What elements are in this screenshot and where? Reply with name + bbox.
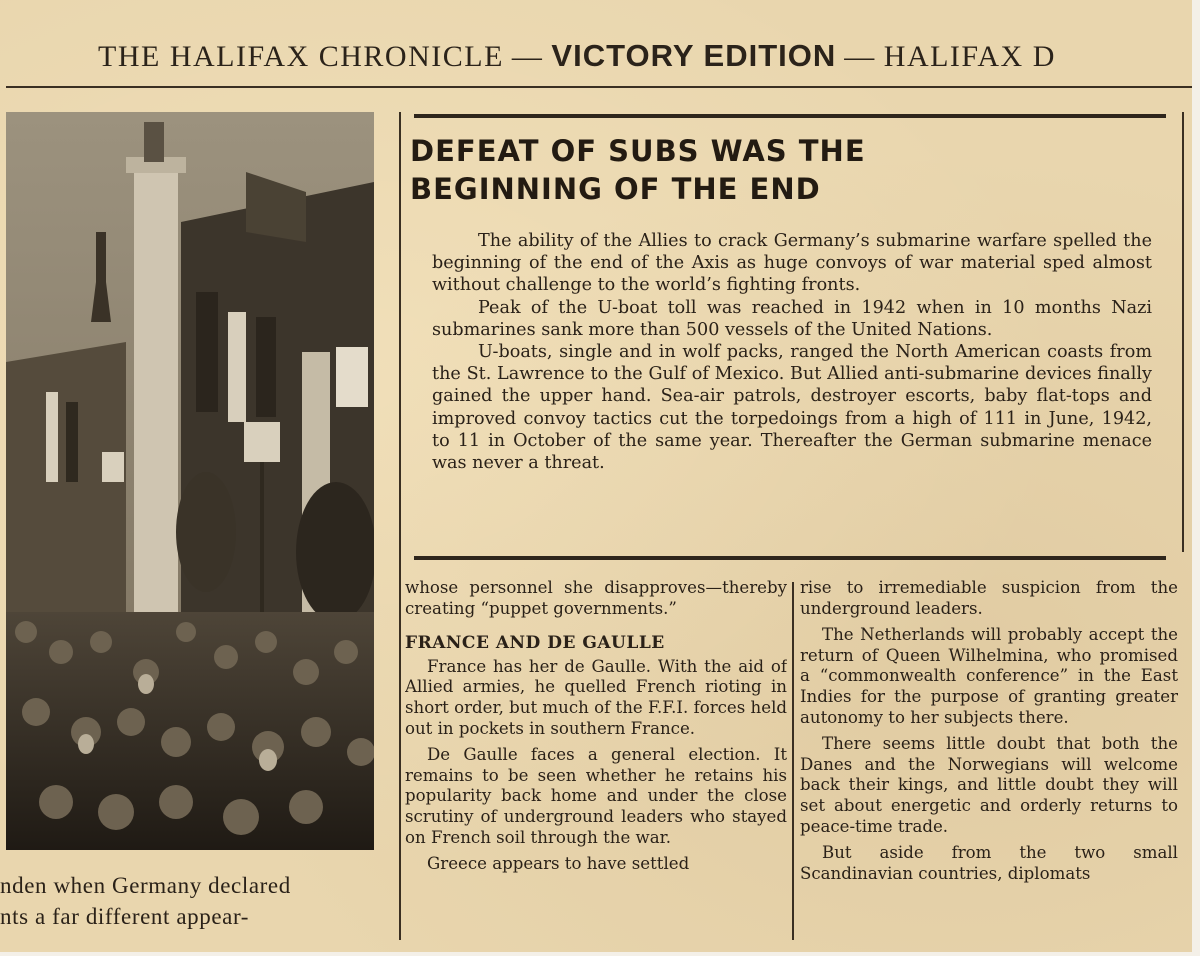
column-right <box>800 578 1178 952</box>
section-subhead: FRANCE AND DE GAULLE <box>405 633 665 654</box>
column-paragraph: Greece appears to have settled <box>427 854 690 874</box>
column-left <box>405 578 787 952</box>
caption-line: nden when Germany declared <box>0 873 291 898</box>
masthead-edition: VICTORY EDITION <box>551 38 837 73</box>
article-rule-bottom <box>414 556 1166 560</box>
column-paragraph: De Gaulle faces a general election. It remains to be seen whether he retains his popularity back home and under the close scrutiny of underground leaders who stayed on French soil through the war. <box>405 745 787 847</box>
column-paragraph: The Netherlands will probably accept the return of Queen Wilhelmina, who promised a “commonwealth conference” in the East Indies for the purpose of granting greater autonomy to her subjects there. <box>800 625 1178 727</box>
column-paragraph: There seems little doubt that both the Danes and the Norwegians will welcome back their kings, and little doubt they will set about energetic and orderly returns to peace-time trade. <box>800 734 1178 836</box>
masthead-rule <box>6 86 1192 88</box>
masthead-separator-2: — <box>844 40 876 73</box>
column-divider <box>792 582 794 940</box>
article-paragraph: U-boats, single and in wolf packs, ranged the North American coasts from the St. Lawrence to the Gulf of Mexico. But Allied anti-submarine devices finally gained the upper hand. Sea-air patrols, destroyer escorts, baby flat-tops and improved convoy tactics cut the torpedoings from a high of 111 in June, 1942, to 11 in October of the same year. Thereafter the German submarine menace was never a threat. <box>432 342 1152 474</box>
box-border-right <box>1182 112 1184 552</box>
article-body <box>432 230 1152 474</box>
article-paragraph: Peak of the U-boat toll was reached in 1942 when in 10 months Nazi submarines sank more than 500 vessels of the United Nations. <box>432 297 1152 340</box>
headline-line: DEFEAT OF SUBS WAS THE <box>410 134 866 168</box>
masthead-paper-name: THE HALIFAX CHRONICLE <box>98 40 504 73</box>
column-paragraph: France has her de Gaulle. With the aid of Allied armies, he quelled French rioting in short order, but much of the F.F.I. forces held out in pockets in southern France. <box>405 656 787 738</box>
column-divider <box>399 112 401 940</box>
column-paragraph: whose personnel she disapproves—thereby creating “puppet governments.” <box>405 578 787 618</box>
headline-line: BEGINNING OF THE END <box>410 172 821 206</box>
photo-caption <box>0 870 380 932</box>
article-rule-top <box>414 114 1166 118</box>
news-photo <box>6 112 374 850</box>
masthead-separator: — <box>511 40 544 73</box>
masthead-city: HALIFAX D <box>883 40 1056 73</box>
caption-line: nts a far different appear- <box>0 904 250 929</box>
column-paragraph: But aside from the two small Scandinavian countries, diplomats <box>800 843 1178 883</box>
article-headline <box>410 132 1150 208</box>
masthead <box>98 38 1192 74</box>
article-paragraph: The ability of the Allies to crack Germany’s submarine warfare spelled the beginning of the end of the Axis as huge convoys of war material sped almost without challenge to the world’s fighting fronts. <box>432 231 1152 296</box>
column-paragraph: rise to irremediable suspicion from the underground leaders. <box>800 578 1178 618</box>
